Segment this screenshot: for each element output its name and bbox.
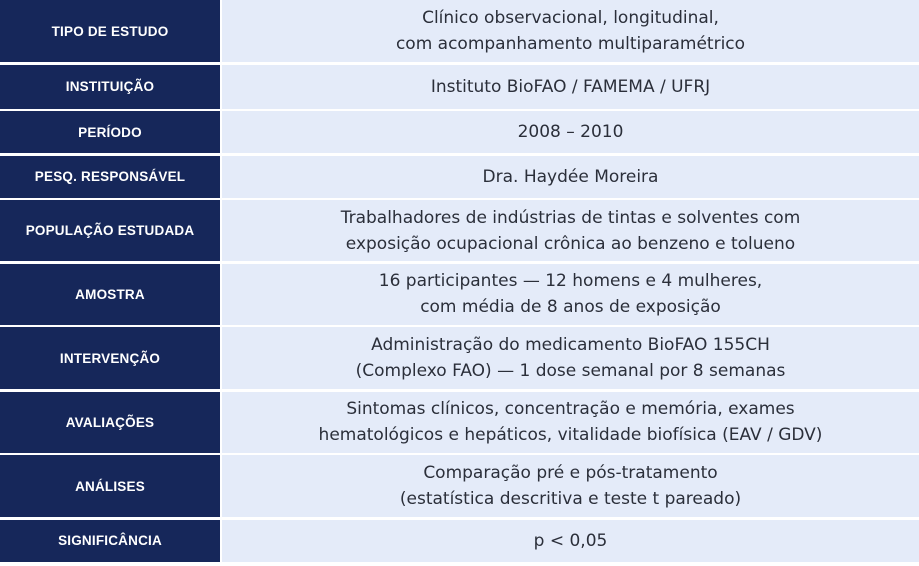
row-value-significancia	[222, 520, 919, 562]
row-label-analises: ANÁLISES	[0, 455, 220, 517]
value-line: Dra. Haydée Moreira	[482, 166, 659, 187]
row-value-analises	[222, 455, 919, 517]
row-label-significancia: SIGNIFICÂNCIA	[0, 520, 220, 562]
value-line: 16 participantes — 12 homens e 4 mulheres,	[378, 271, 763, 291]
row-label-avaliacoes: AVALIAÇÕES	[0, 392, 220, 453]
value-line: Administração do medicamento BioFAO 155CH	[371, 335, 770, 355]
value-line: hematológicos e hepáticos, vitalidade biofísica (EAV / GDV)	[318, 425, 823, 445]
row-value-amostra	[222, 264, 919, 325]
value-line: com média de 8 anos de exposição	[420, 297, 721, 317]
row-label-amostra: AMOSTRA	[0, 264, 220, 325]
row-value-populacao-estudada	[222, 200, 919, 261]
row-value-instituicao	[222, 65, 919, 109]
value-line: p < 0,05	[533, 530, 608, 551]
value-line: 2008 – 2010	[517, 122, 624, 142]
row-label-pesquisador-responsavel: PESQ. RESPONSÁVEL	[0, 156, 220, 198]
row-value-intervencao	[222, 327, 919, 389]
value-line: Clínico observacional, longitudinal,	[422, 8, 719, 28]
row-label-instituicao: INSTITUIÇÃO	[0, 65, 220, 109]
value-line: Trabalhadores de indústrias de tintas e solventes com	[340, 207, 801, 228]
row-label-periodo: PERÍODO	[0, 111, 220, 153]
value-line: (Complexo FAO) — 1 dose semanal por 8 semanas	[355, 361, 786, 381]
value-line: Sintomas clínicos, concentração e memória, exames	[346, 399, 795, 419]
value-line: Instituto BioFAO / FAMEMA / UFRJ	[430, 76, 711, 97]
row-value-pesquisador-responsavel	[222, 156, 919, 198]
row-value-periodo	[222, 111, 919, 153]
value-line: Comparação pré e pós-tratamento	[423, 463, 718, 483]
row-label-populacao-estudada: POPULAÇÃO ESTUDADA	[0, 200, 220, 261]
row-value-tipo-de-estudo	[222, 0, 919, 62]
value-line: (estatística descritiva e teste t pareado)	[399, 489, 742, 509]
value-line: com acompanhamento multiparamétrico	[395, 34, 746, 54]
row-value-avaliacoes	[222, 392, 919, 453]
row-label-tipo-de-estudo: TIPO DE ESTUDO	[0, 0, 220, 62]
row-label-intervencao: INTERVENÇÃO	[0, 327, 220, 389]
value-line: exposição ocupacional crônica ao benzeno e tolueno	[345, 233, 796, 254]
